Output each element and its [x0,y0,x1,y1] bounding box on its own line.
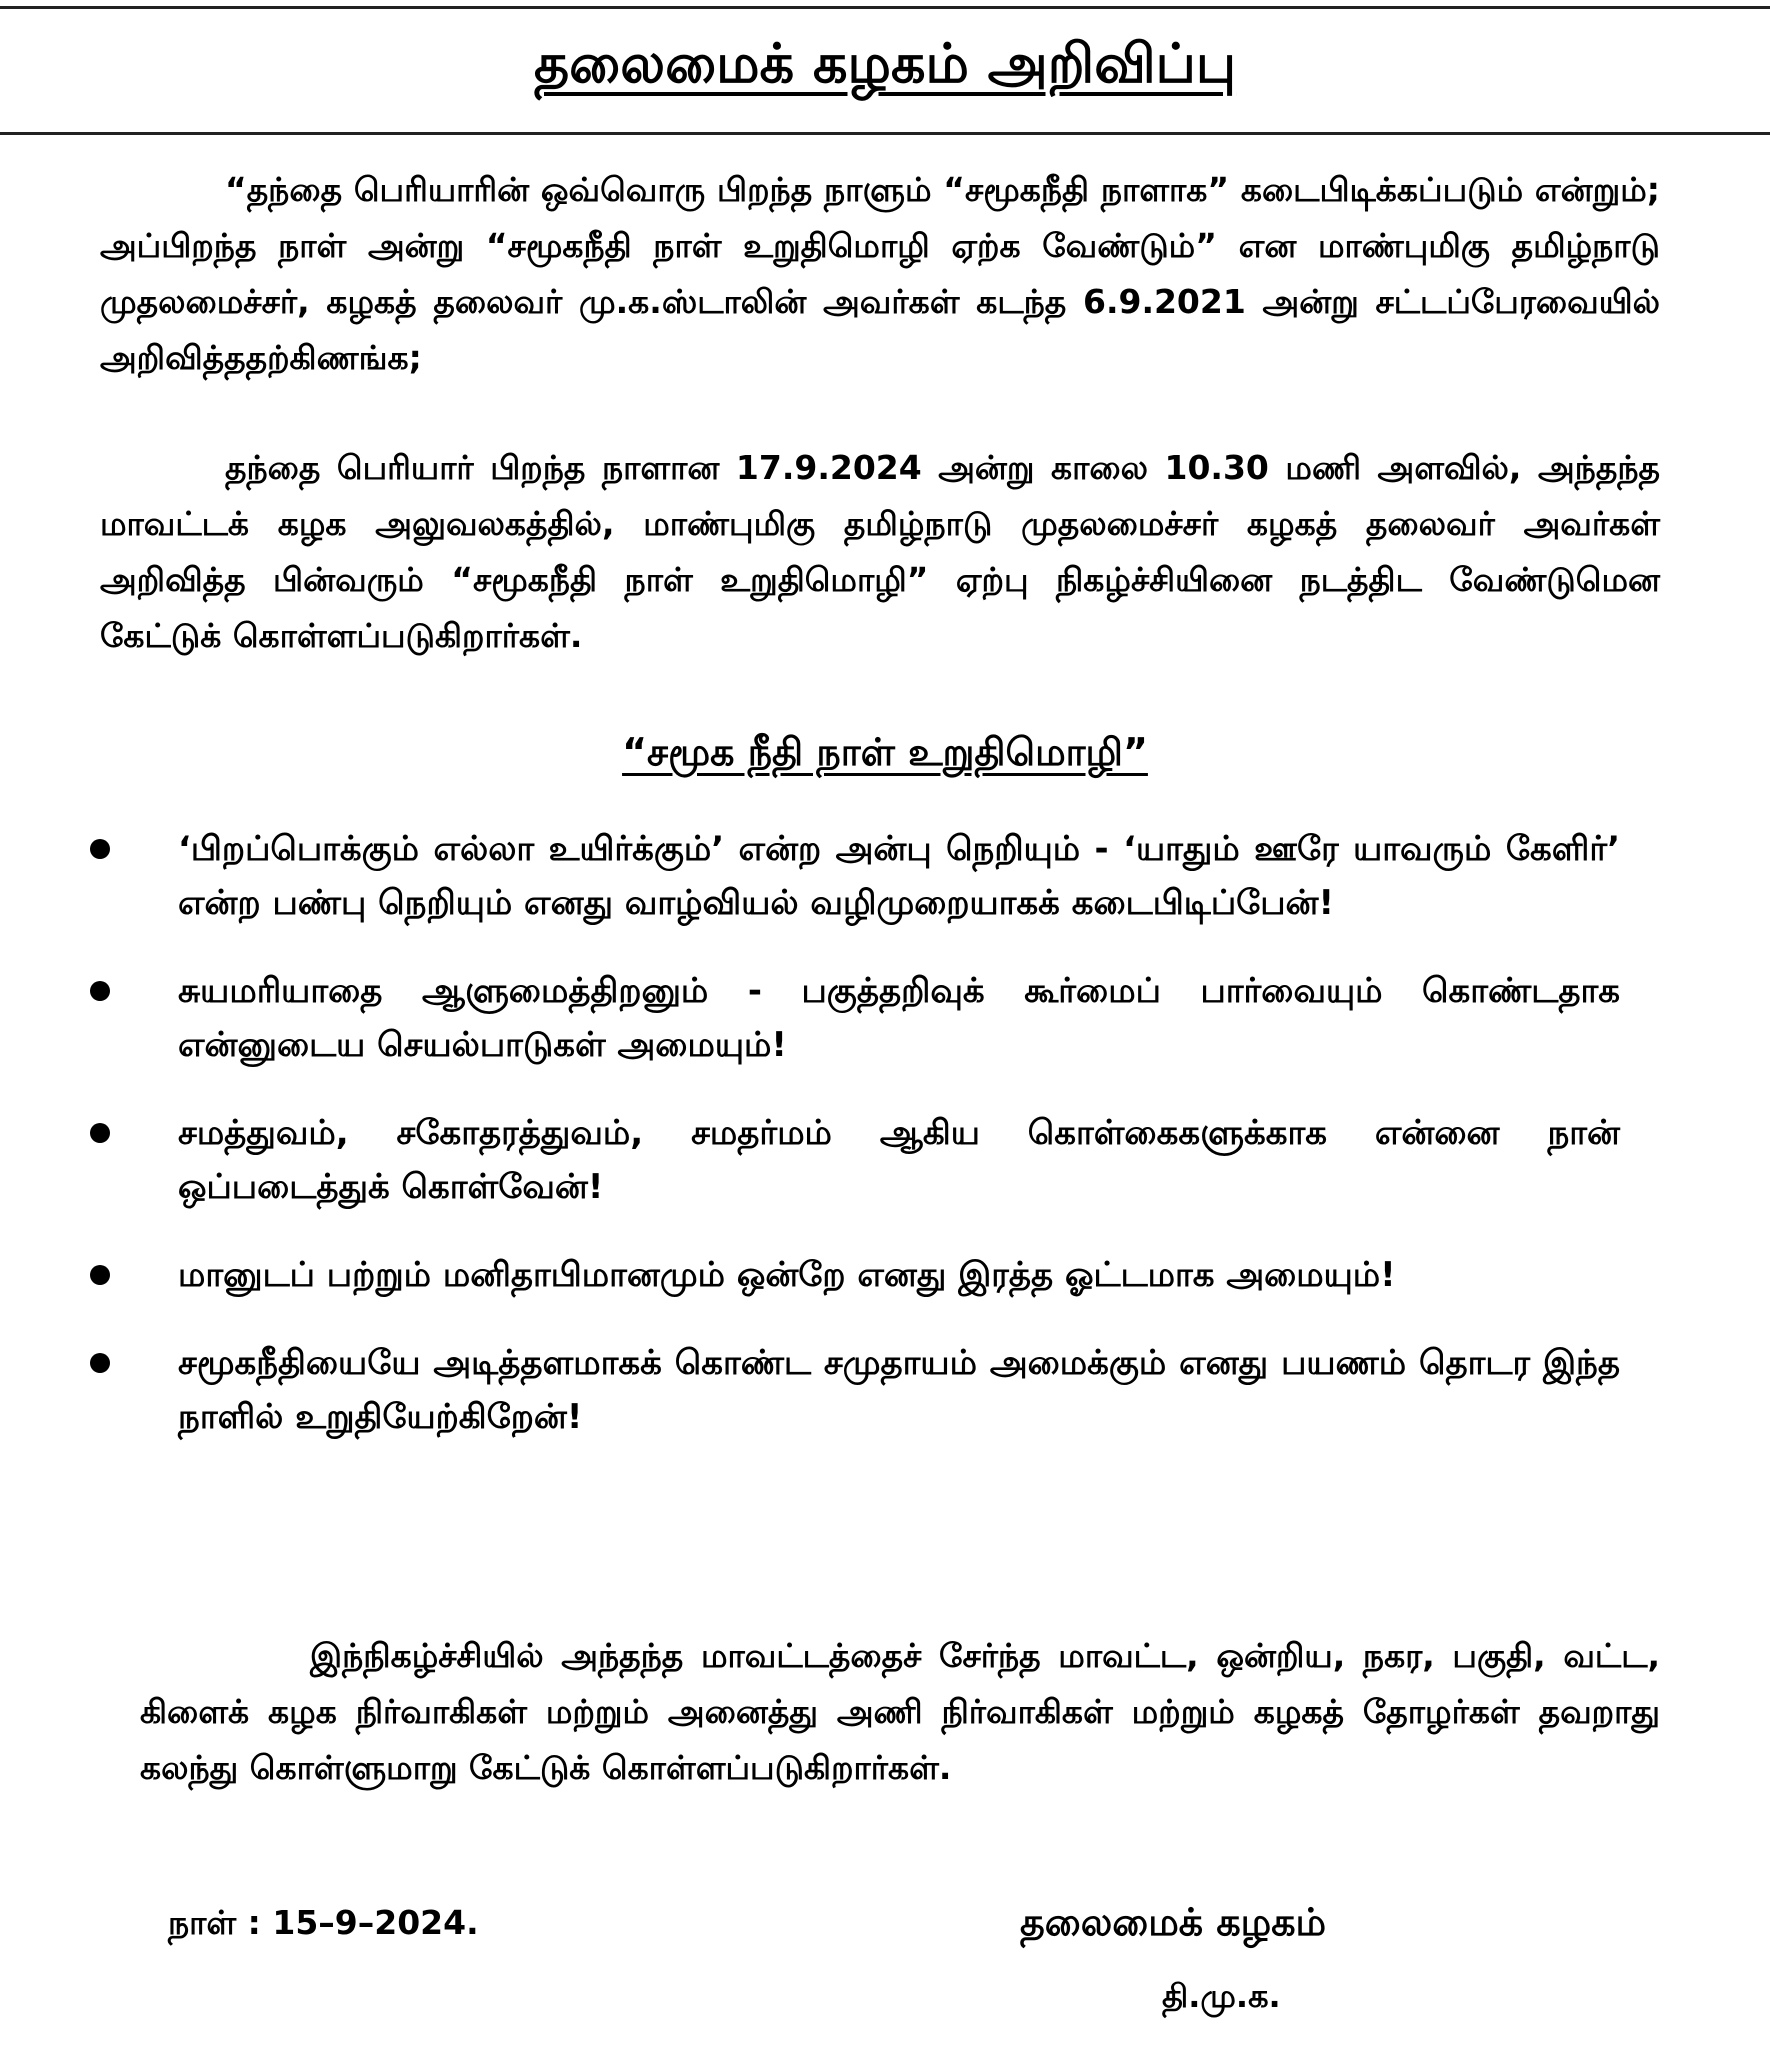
notice-title [0,30,1770,98]
bullet-icon [90,839,110,859]
pledge-item [90,822,1620,930]
pledge-heading [0,728,1770,777]
pledge-list [90,822,1620,1478]
notice-date: நாள் : 15–9–2024. [168,1903,479,1942]
event-paragraph: தந்தை பெரியார் பிறந்த நாளான 17.9.2024 அன்று காலை 10.30 மணி அளவில், அந்தந்த மாவட்டக் கழக அலுவலகத்தில், மாண்புமிகு தமிழ்நாடு முதலமைச்சர் கழகத் தலைவர் அவர்கள் அறிவித்த பின்வரும் “சமூகநீதி நாள் உறுதிமொழி” ஏற்பு நிகழ்ச்சியினை நடத்திட வேண்டுமென கேட்டுக் கொள்ளப்படுகிறார்கள். [100,448,1660,655]
pledge-heading-text: “சமூக நீதி நாள் உறுதிமொழி” [622,730,1148,774]
notice-title-text: தலைமைக் கழகம் அறிவிப்பு [533,32,1237,95]
pledge-text: மானுடப் பற்றும் மனிதாபிமானமும் ஒன்றே எனது இரத்த ஓட்டமாக அமையும்! [178,1255,1396,1295]
party-name: தி.மு.க. [1162,1977,1281,2015]
bullet-icon [90,1265,110,1285]
header-divider [0,132,1770,135]
pledge-item [90,1248,1620,1302]
pledge-item [90,1106,1620,1214]
bullet-icon [90,1353,110,1373]
pledge-text: சமத்துவம், சகோதரத்துவம், சமதர்மம் ஆகிய கொள்கைகளுக்காக என்னை நான் ஒப்படைத்துக் கொள்வேன்! [178,1113,1620,1207]
pledge-item [90,1336,1620,1444]
top-rule [0,6,1770,9]
intro-paragraph: “தந்தை பெரியாரின் ஒவ்வொரு பிறந்த நாளும் “சமூகநீதி நாளாக” கடைபிடிக்கப்படும் என்றும்; அப்பிறந்த நாள் அன்று “சமூகநீதி நாள் உறுதிமொழி ஏற்க வேண்டும்” என மாண்புமிகு தமிழ்நாடு முதலமைச்சர், கழகத் தலைவர் மு.க.ஸ்டாலின் அவர்கள் கடந்த 6.9.2021 அன்று சட்டப்பேரவையில் அறிவித்ததற்கிணங்க; [100,170,1660,377]
bullet-icon [90,981,110,1001]
signatory-name: தலைமைக் கழகம் [1020,1900,1327,1944]
pledge-text: ‘பிறப்பொக்கும் எல்லா உயிர்க்கும்’ என்ற அன்பு நெறியும் - ‘யாதும் ஊரே யாவரும் கேளிர்’ என்ற பண்பு நெறியும் எனது வாழ்வியல் வழிமுறையாகக் கடைபிடிப்பேன்! [178,829,1620,923]
pledge-text: சுயமரியாதை ஆளுமைத்திறனும் - பகுத்தறிவுக் கூர்மைப் பார்வையும் கொண்டதாக என்னுடைய செயல்பாடுகள் அமையும்! [178,971,1620,1065]
pledge-item [90,964,1620,1072]
participants-paragraph: இந்நிகழ்ச்சியில் அந்தந்த மாவட்டத்தைச் சேர்ந்த மாவட்ட, ஒன்றிய, நகர, பகுதி, வட்ட, கிளைக் கழக நிர்வாகிகள் மற்றும் அனைத்து அணி நிர்வாகிகள் மற்றும் கழகத் தோழர்கள் தவறாது கலந்து கொள்ளுமாறு கேட்டுக் கொள்ளப்படுகிறார்கள். [140,1636,1660,1787]
pledge-text: சமூகநீதியையே அடித்தளமாகக் கொண்ட சமுதாயம் அமைக்கும் எனது பயணம் தொடர இந்த நாளில் உறுதியேற்கிறேன்! [178,1343,1620,1437]
bullet-icon [90,1123,110,1143]
